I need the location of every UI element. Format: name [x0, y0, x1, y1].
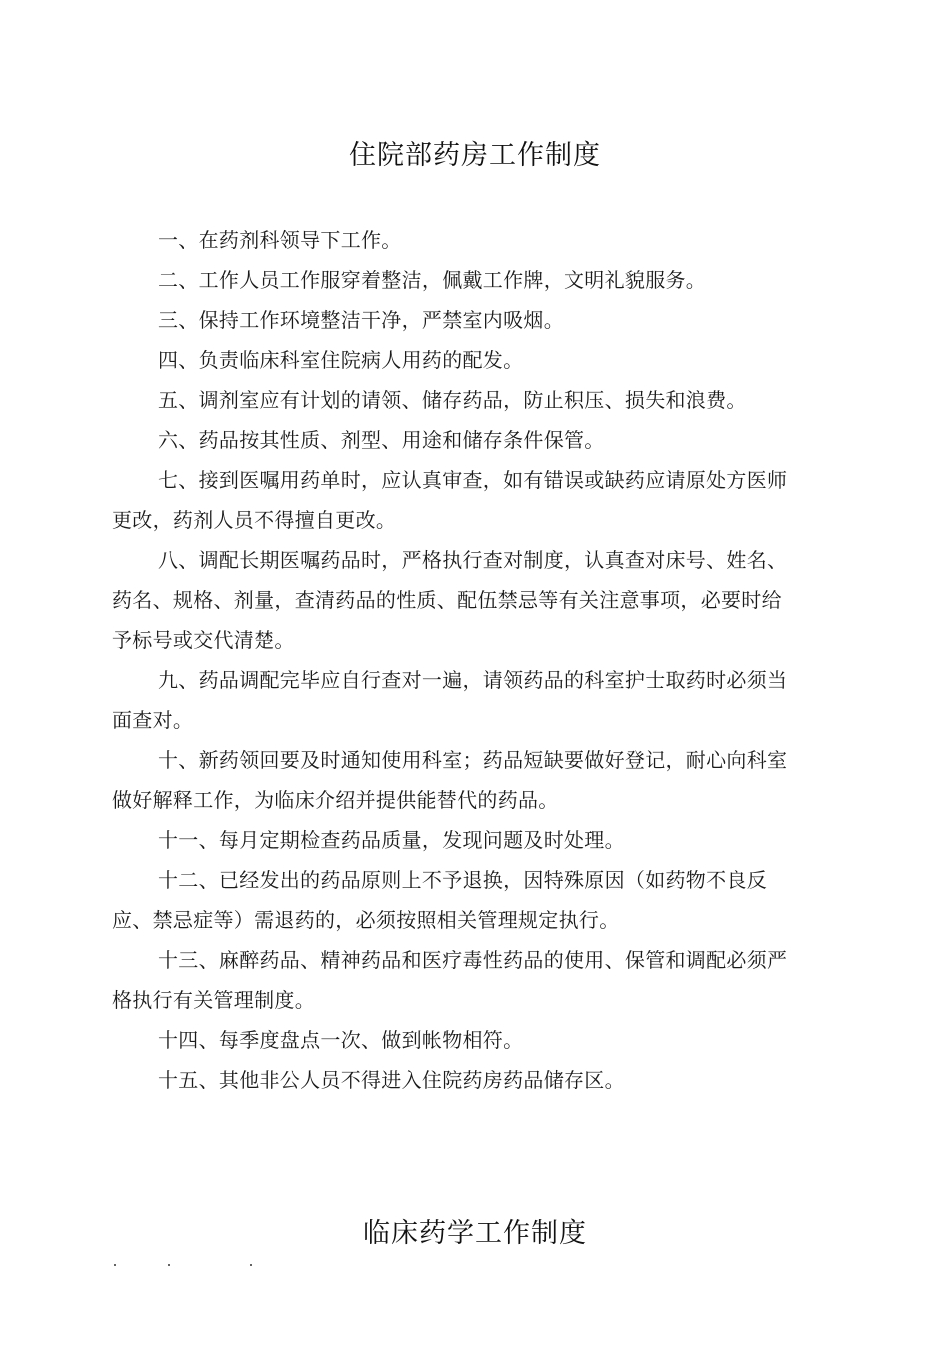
rule-item: 十五、其他非公人员不得进入住院药房药品储存区。: [158, 1068, 625, 1092]
rules-list: [112, 220, 802, 1100]
scan-dots: [0, 1262, 950, 1272]
rule-item: 三、保持工作环境整洁干净，严禁室内吸烟。: [158, 308, 564, 332]
rule-item: 八、调配长期医嘱药品时，严格执行查对制度，认真查对床号、姓名、药名、规格、剂量，查清药品的性质、配伍禁忌等有关注意事项，必要时给予标号或交代清楚。: [112, 548, 788, 652]
rule-item: 七、接到医嘱用药单时，应认真审查，如有错误或缺药应请原处方医师更改，药剂人员不得擅自更改。: [112, 468, 788, 532]
rule-item: 九、药品调配完毕应自行查对一遍，请领药品的科室护士取药时必须当面查对。: [112, 668, 788, 732]
rule-item: 六、药品按其性质、剂型、用途和储存条件保管。: [158, 428, 605, 452]
rule-item: 四、负责临床科室住院病人用药的配发。: [158, 348, 524, 372]
rule-item: 五、调剂室应有计划的请领、储存药品，防止积压、损失和浪费。: [158, 388, 747, 412]
scan-dot: [114, 1264, 116, 1266]
scan-dot: [250, 1264, 252, 1266]
rule-item: 十三、麻醉药品、精神药品和医疗毒性药品的使用、保管和调配必须严格执行有关管理制度。: [112, 948, 788, 1012]
rule-item: 十二、已经发出的药品原则上不予退换，因特殊原因（如药物不良反应、禁忌症等）需退药的，必须按照相关管理规定执行。: [112, 868, 767, 932]
rule-item: 一、在药剂科领导下工作。: [158, 228, 402, 252]
next-section-title: 临床药学工作制度: [363, 1218, 587, 1249]
rule-item: 十一、每月定期检查药品质量，发现问题及时处理。: [158, 828, 625, 852]
document-title: 住院部药房工作制度: [349, 140, 601, 171]
scan-dot: [168, 1264, 170, 1266]
rule-item: 十、新药领回要及时通知使用科室；药品短缺要做好登记，耐心向科室做好解释工作，为临床介绍并提供能替代的药品。: [112, 748, 788, 812]
rule-item: 二、工作人员工作服穿着整洁，佩戴工作牌，文明礼貌服务。: [158, 268, 707, 292]
rule-item: 十四、每季度盘点一次、做到帐物相符。: [158, 1028, 524, 1052]
